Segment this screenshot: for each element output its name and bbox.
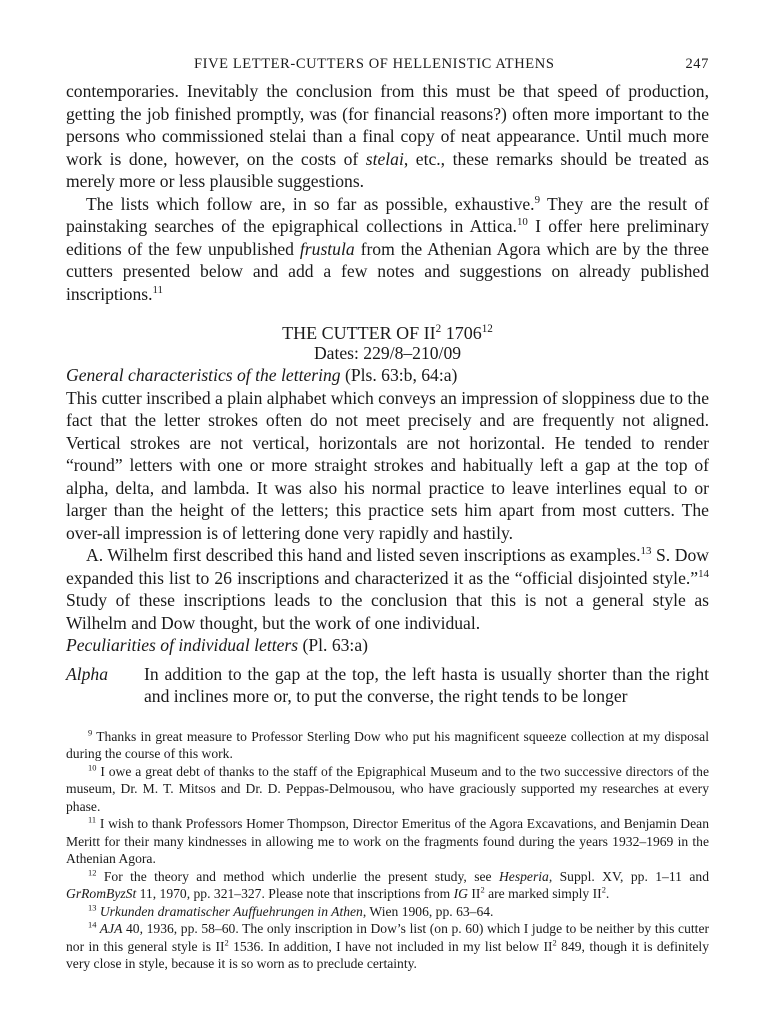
body-text (66, 80, 709, 708)
footnote-ref[interactable]: 14 (698, 567, 709, 580)
letter-name: Alpha (66, 663, 109, 684)
footnote-9: $^9$ Thanks in great measure to Professor Sterling Dow who put his magnificent squeeze collection at my disposal during the course of this work. (66, 726, 709, 761)
footnote-ref[interactable]: 13 (640, 545, 652, 558)
footnotes (66, 728, 709, 973)
footnote-ref[interactable]: 11 (152, 283, 164, 296)
paragraph-lists: The lists which follow are, in so far as possible, exhaustive.$^9$ They are the result of painstaking searches of the epigraphical collections in Attica.$^{10}$ I offer here preliminary editions of the few unpublished frustula from the Athenian Agora which are by the three cutters presented below and add a few notes and suggestions on already published inscriptions.$^{11}$ (66, 193, 710, 304)
footnote-13: $^{13}$ Urkunden dramatischer Auffuehrungen in Athen, Wien 1906, pp. 63–64. (88, 901, 494, 919)
footnote-10: $^{10}$ I owe a great debt of thanks to the staff of the Epigraphical Museum and to the two successive directors of the museum, Dr. M. T. Mitsos and Dr. D. Peppas-Delmousou, who have graciously supported my researches at every phase. (66, 761, 709, 814)
footnote-14: $^{14}$ AJA 40, 1936, pp. 58–60. The only inscription in Dow’s list (on p. 60) which I judge to be neither by this cutter nor in this general style is $II^2$ 1536. In addition, I have not included in my list below $II^2$ 849, though it is definitely very close in style, because it is so worn as to preclude certainty. (66, 919, 710, 971)
footnote-11: $^{11}$ I wish to thank Professors Homer Thompson, Director Emeritus of the Agora Excavations, and Benjamin Dean Meritt for their many kindnesses in allowing me to work on the fragments found during the years 1932–1969 in the Athenian Agora. (66, 814, 709, 866)
letter-entry-alpha (66, 663, 709, 708)
subheading-peculiarities: Peculiarities of individual letters (Pl. 63:a) (66, 635, 368, 655)
page-number: 247 (685, 56, 709, 72)
section-title: THE CUTTER OF $II^2$ 1706$^{12}$ Dates: 229/8–210/09 (66, 323, 709, 364)
section-dates: Dates: 229/8–210/09 (313, 343, 462, 363)
subheading-general: General characteristics of the lettering (Pls. 63:b, 64:a) (66, 365, 458, 385)
running-title: FIVE LETTER-CUTTERS OF HELLENISTIC ATHENS (194, 56, 555, 72)
footnote-12: $^{12}$ For the theory and method which underlie the present study, see Hesperia, Suppl. XV, pp. 1–11 and GrRomByzSt 11, 1970, pp. 321–327. Please note that inscriptions from IG $II^2$ are marked simply $II^2$. (66, 866, 709, 901)
page (66, 56, 709, 973)
footnote-ref[interactable]: 10 (516, 216, 528, 229)
running-head (66, 56, 709, 80)
paragraph-wilhelm: A. Wilhelm first described this hand and listed seven inscriptions as examples.$^{13}$ S. Dow expanded this list to 26 inscriptions and characterized it as the “official disjointed style.”$^{14}$ Study of these inscriptions leads to the conclusion that this is not a general style as Wilhelm and Dow thought, but the work of one individual. (66, 545, 709, 633)
footnote-ref[interactable]: 12 (481, 323, 493, 335)
paragraph-characteristics: This cutter inscribed a plain alphabet which conveys an impression of sloppiness due to the fact that the letter strokes often do not meet precisely and are frequently not aligned. Vertical strokes are not vertical, horizontals are not horizontal. He tended to render “round” letters with one or more straight strokes and habitually left a gap at the top of alpha, delta, and lambda. It was also his normal practice to leave interlines equal to or larger than the height of the letters; this practice sets him apart from most cutters. The over-all impression is of lettering done very rapidly and hastily. (66, 387, 709, 543)
letter-description: In addition to the gap at the top, the left hasta is usually shorter than the right and inclines more or, to put the converse, the right tends to be longer (144, 663, 709, 706)
footnote-ref[interactable]: 9 (534, 193, 541, 206)
paragraph-continuation: contemporaries. Inevitably the conclusion from this must be that speed of production, getting the job finished promptly, was (for financial reasons?) often more important to the persons who commissioned stelai than a final copy of neat appearance. Until much more work is done, however, on the costs of stelai, etc., these remarks should be treated as merely more or less plausible suggestions. (66, 81, 709, 191)
